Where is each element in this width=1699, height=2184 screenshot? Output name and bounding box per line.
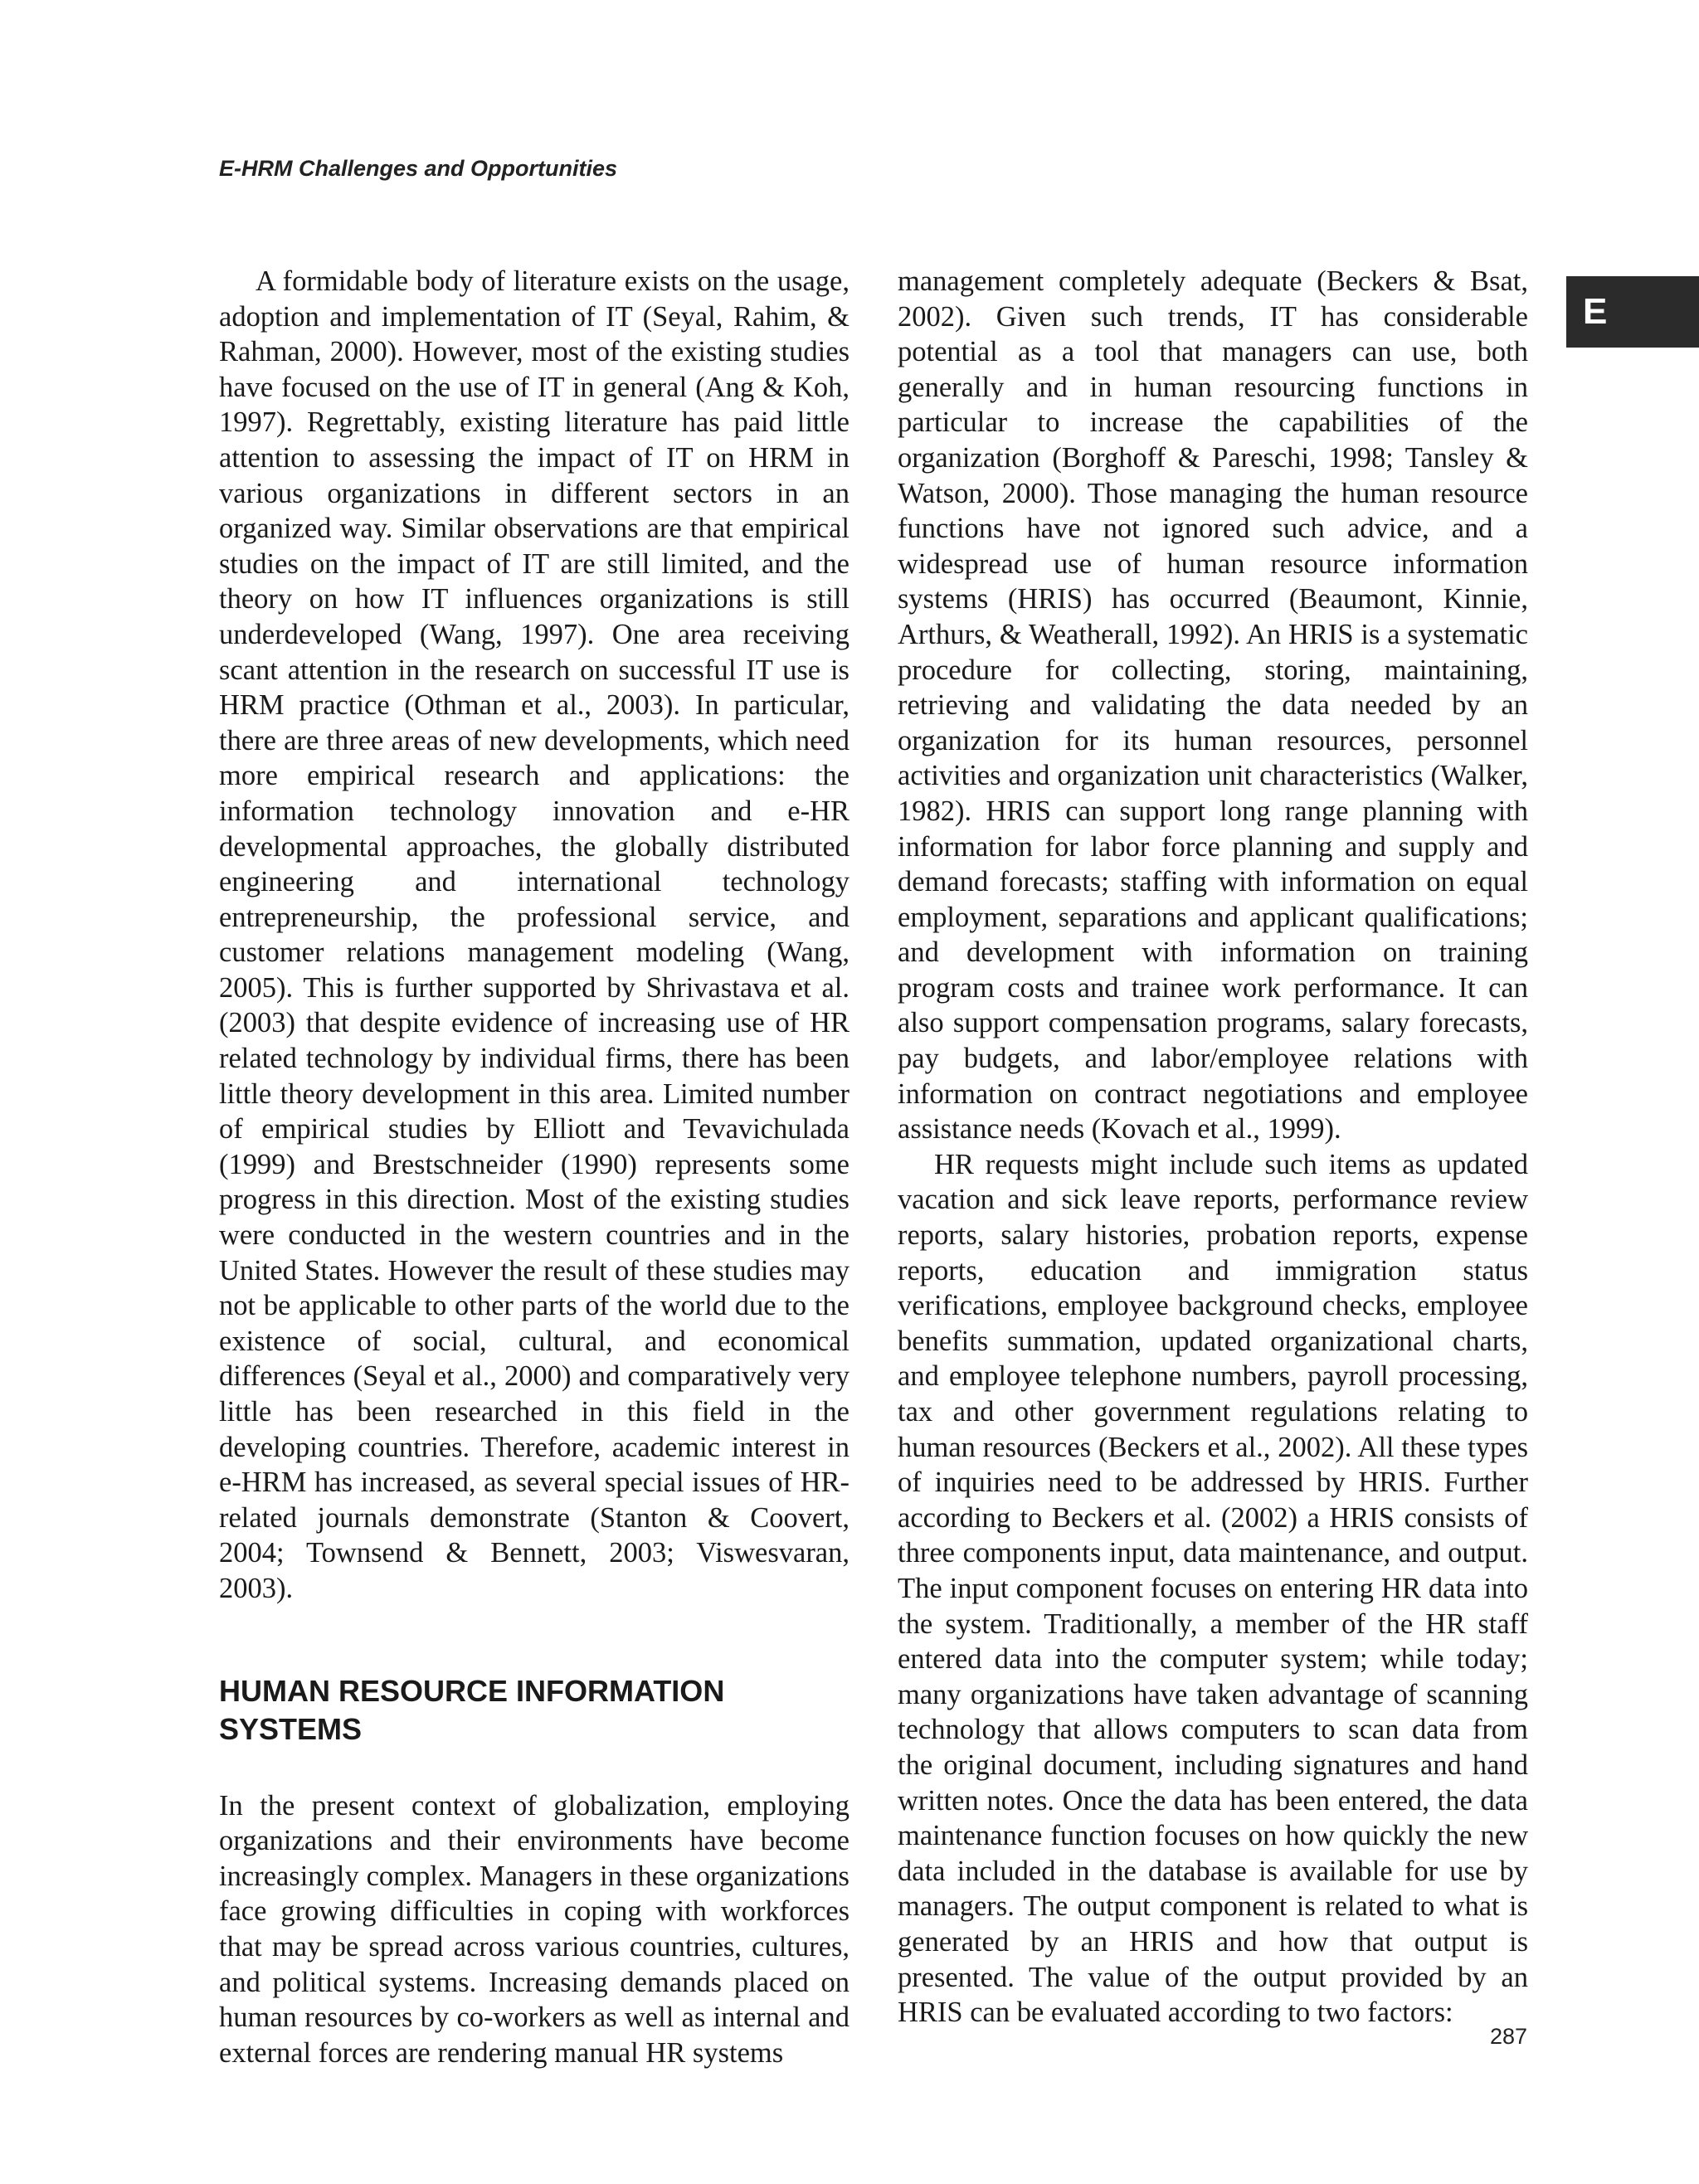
page-number: 287 (1490, 2024, 1528, 2049)
left-column (219, 264, 850, 2070)
right-paragraph-1: management completely adequate (Beckers & Bsat, 2002). Given such trends, IT has considerable potential as a tool that managers can use, both generally and in human resourcing functions in particular to increase the capabilities of the organization (Borghoff & Pareschi, 1998; Tansley & Watson, 2000). Those managing the human resource functions have not ignored such advice, and a widespread use of human resource information systems (HRIS) has occurred (Beaumont, Kinnie, Arthurs, & Weatherall, 1992). An HRIS is a systematic procedure for collecting, storing, maintaining, retrieving and validating the data needed by an organization for its human resources, personnel activities and organization unit characteristics (Walker, 1982). HRIS can support long range planning with information for labor force planning and supply and demand forecasts; staffing with information on equal employment, separations and applicant qualifications; and development with information on training program costs and trainee work performance. It can also support compensation programs, salary forecasts, pay budgets, and labor/employee relations with information on contract negotiations and employee assistance needs (Kovach et al., 1999). (898, 265, 1528, 1146)
right-paragraph-2: HR requests might include such items as updated vacation and sick leave reports, performance review reports, salary histories, probation reports, expense reports, education and immigration status verifications, employee background checks, employee benefits summation, updated organizational charts, and employee telephone numbers, payroll processing, tax and other government regulations relating to human resources (Beckers et al., 2002). All these types of inquiries need to be addressed by HRIS. Further according to Beckers et al. (2002) a HRIS consists of three components input, data maintenance, and output. The input component focuses on entering HR data into the system. Traditionally, a member of the HR staff entered data into the computer system; while today; many organizations have taken advantage of scanning technology that allows computers to scan data from the original document, including signatures and hand written notes. Once the data has been entered, the data maintenance function focuses on how quickly the new data included in the database is available for use by managers. The output component is related to what is generated by an HRIS and how that output is presented. The value of the output provided by an HRIS can be evaluated according to two factors: (898, 1148, 1528, 2029)
left-paragraph-1: A formidable body of literature exists on the usage, adoption and implementation of IT (Seyal, Rahim, & Rahman, 2000). However, most of the existing studies have focused on the use of IT in general (Ang & Koh, 1997). Regrettably, existing literature has paid little attention to assessing the impact of IT on HRM in various organizations in different sectors in an organized way. Similar observations are that empirical studies on the impact of IT are still limited, and the theory on how IT influences organizations is still underdeveloped (Wang, 1997). One area receiving scant attention in the research on successful IT use is HRM practice (Othman et al., 2003). In particular, there are three areas of new developments, which need more empirical research and applications: the information technology innovation and e-HR developmental approaches, the globally distributed engineering and international technology entrepreneurship, the professional service, and customer relations management modeling (Wang, 2005). This is further supported by Shrivastava et al. (2003) that despite evidence of increasing use of HR related technology by individual firms, there has been little theory development in this area. Limited number of empirical studies by Elliott and Tevavichulada (1999) and Brestschneider (1990) represents some progress in this direction. Most of the existing studies were conducted in the western countries and in the United States. However the result of these studies may not be applicable to other parts of the world due to the existence of social, cultural, and economical differences (Seyal et al., 2000) and comparatively very little has been researched in this field in the developing countries. Therefore, academic interest in e-HRM has increased, as several special issues of HR-related journals demonstrate (Stanton & Coovert, 2004; Townsend & Bennett, 2003; Viswesvaran, 2003). (219, 265, 850, 1604)
right-column (898, 264, 1528, 2031)
section-heading: HUMAN RESOURCE INFORMATION SYSTEMS (219, 1673, 725, 1746)
thumb-tab-letter: E (1583, 291, 1608, 332)
running-head-title: E-HRM Challenges and Opportunities (219, 156, 618, 181)
left-paragraph-2: In the present context of globalization, employing organizations and their environments have become increasingly complex. Managers in these organizations face growing difficulties in coping with workforces that may be spread across various countries, cultures, and political systems. Increasing demands placed on human resources by co-workers as well as internal and external forces are rendering manual HR systems (219, 1789, 850, 2069)
section-thumb-tab (1566, 276, 1699, 348)
